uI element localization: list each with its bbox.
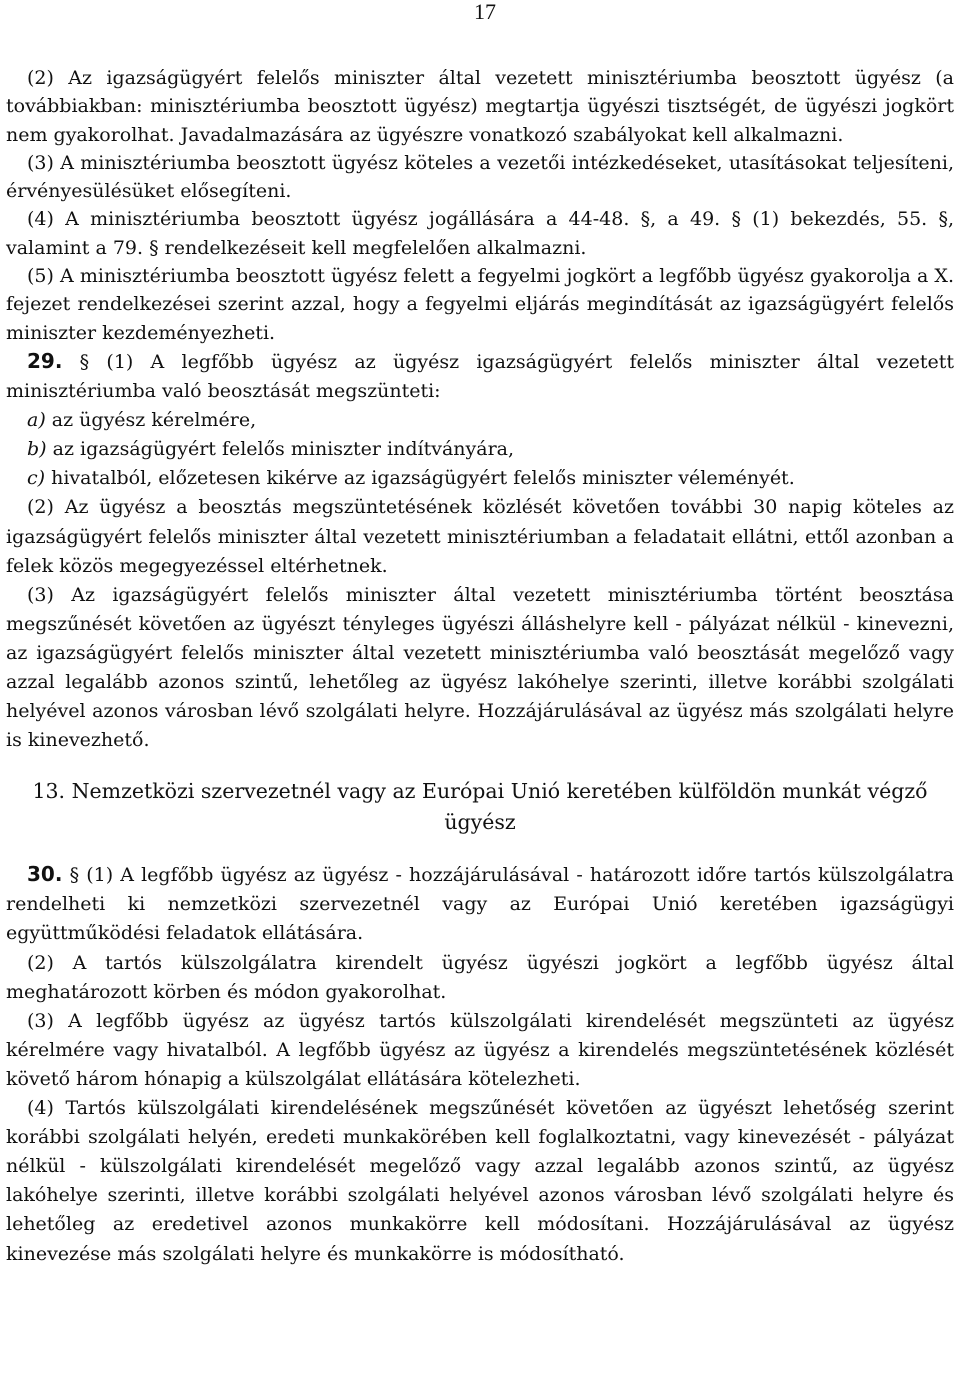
point-text-c: hivatalból, előzetesen kikérve az igazságügyért felelős miniszter véleményét.	[45, 467, 795, 490]
point-text-a: az ügyész kérelmére,	[45, 409, 257, 432]
section-29-paragraph-2: (2) Az ügyész a beosztás megszüntetésének közlését követően további 30 napig köteles az igazságügyért felelős miniszter által vezetett minisztériumban a feladatait ellátni, ettől azonban a felek közös megegyezéssel eltérhetnek.	[6, 496, 954, 577]
section-30-paragraph-1	[6, 860, 954, 948]
paragraph-28-5: (5) A minisztériumba beosztott ügyész felett a fegyelmi jogkört a legfőbb ügyész gyakorolja a X. fejezet rendelkezései szerint azzal, hogy a fegyelmi eljárás megindítását az igazságügyért felelős miniszter kezdeményezheti.	[6, 265, 954, 344]
section-29-point-b	[6, 435, 954, 464]
section-number-29: 29.	[27, 348, 63, 373]
point-label-b: b)	[27, 438, 47, 461]
point-label-c: c)	[27, 467, 46, 490]
paragraph-28-2: (2) Az igazságügyért felelős miniszter által vezetett minisztériumba beosztott ügyész (a továbbiakban: minisztériumba beosztott ügyész) megtartja ügyészi tisztségét, de ügyészi jogkört nem gyakorolhat. Javadalmazására az ügyészre vonatkozó szabályokat kell alkalmazni.	[6, 67, 954, 146]
section-29-paragraph-1	[6, 347, 954, 406]
paragraph-28-3: (3) A minisztériumba beosztott ügyész köteles a vezetői intézkedéseket, utasításokat teljesíteni, érvényesülésüket elősegíteni.	[6, 151, 954, 203]
section-30-paragraph-4: (4) Tartós külszolgálati kirendelésének megszűnését követően az ügyészt lehetőség szerint korábbi szolgálati helyén, eredeti munkakörében kell foglalkoztatni, vagy kinevezését - pályázat nélkül - külszolgálati kirendelését megelőző vagy azzal legalább azonos szintű, az ügyész lakóhelye szerinti, illetve korábbi szolgálati helyével azonos városban lévő szolgálati helyre és lehetőleg az eredetivel azonos munkakörre kell módosítani. Hozzájárulásával az ügyész kinevezése más szolgálati helyre és munkakörre is módosítható.	[6, 1097, 954, 1265]
section-number-30: 30.	[27, 862, 63, 887]
section-29-1-text: § (1) A legfőbb ügyész az ügyész igazságügyért felelős miniszter által vezetett minisztériumba való beosztását megszünteti:	[6, 350, 954, 403]
section-30-paragraph-3: (3) A legfőbb ügyész az ügyész tartós külszolgálati kirendelését megszünteti az ügyész kérelmére vagy hivatalból. A legfőbb ügyész az ügyész a kirendelés megszüntetésének közlését követő három hónapig a külszolgálat ellátására kötelezheti.	[6, 1009, 954, 1090]
point-label-a: a)	[27, 409, 46, 432]
point-text-b: az igazságügyért felelős miniszter indítványára,	[46, 438, 515, 461]
paragraph-28-4: (4) A minisztériumba beosztott ügyész jogállására a 44-48. §, a 49. § (1) bekezdés, 55. §, valamint a 79. § rendelkezéseit kell megfelelően alkalmazni.	[6, 208, 954, 259]
section-30-1-text: § (1) A legfőbb ügyész az ügyész - hozzájárulásával - határozott időre tartós külszolgálatra rendelheti ki nemzetközi szervezetnél vagy az Európai Unió keretében igazságügyi együttműködési feladatok ellátására.	[6, 864, 954, 945]
section-29-point-a	[6, 406, 954, 435]
page-number: 17	[474, 0, 496, 24]
section-29-point-c	[6, 464, 954, 493]
section-29-paragraph-3: (3) Az igazságügyért felelős miniszter által vezetett minisztériumba történt beosztása megszűnését követően az ügyészt tényleges ügyészi álláshelyre kell - pályázat nélkül - kinevezni, az igazságügyért felelős miniszter által vezetett minisztériumba való beosztását megelőző vagy azzal legalább azonos szintű, lehetőleg az ügyész lakóhelye szerinti, illetve korábbi szolgálati helyével azonos városban lévő szolgálati helyre. Hozzájárulásával az ügyész más szolgálati helyre is kinevezhető.	[6, 583, 954, 752]
section-30-paragraph-2: (2) A tartós külszolgálatra kirendelt ügyész ügyészi jogkört a legfőbb ügyész által meghatározott körben és módon gyakorolhat.	[6, 951, 954, 1003]
chapter-heading-13: 13. Nemzetközi szervezetnél vagy az Európai Unió keretében külföldön munkát végző ügyész	[32, 779, 928, 835]
document-body	[6, 64, 954, 1269]
